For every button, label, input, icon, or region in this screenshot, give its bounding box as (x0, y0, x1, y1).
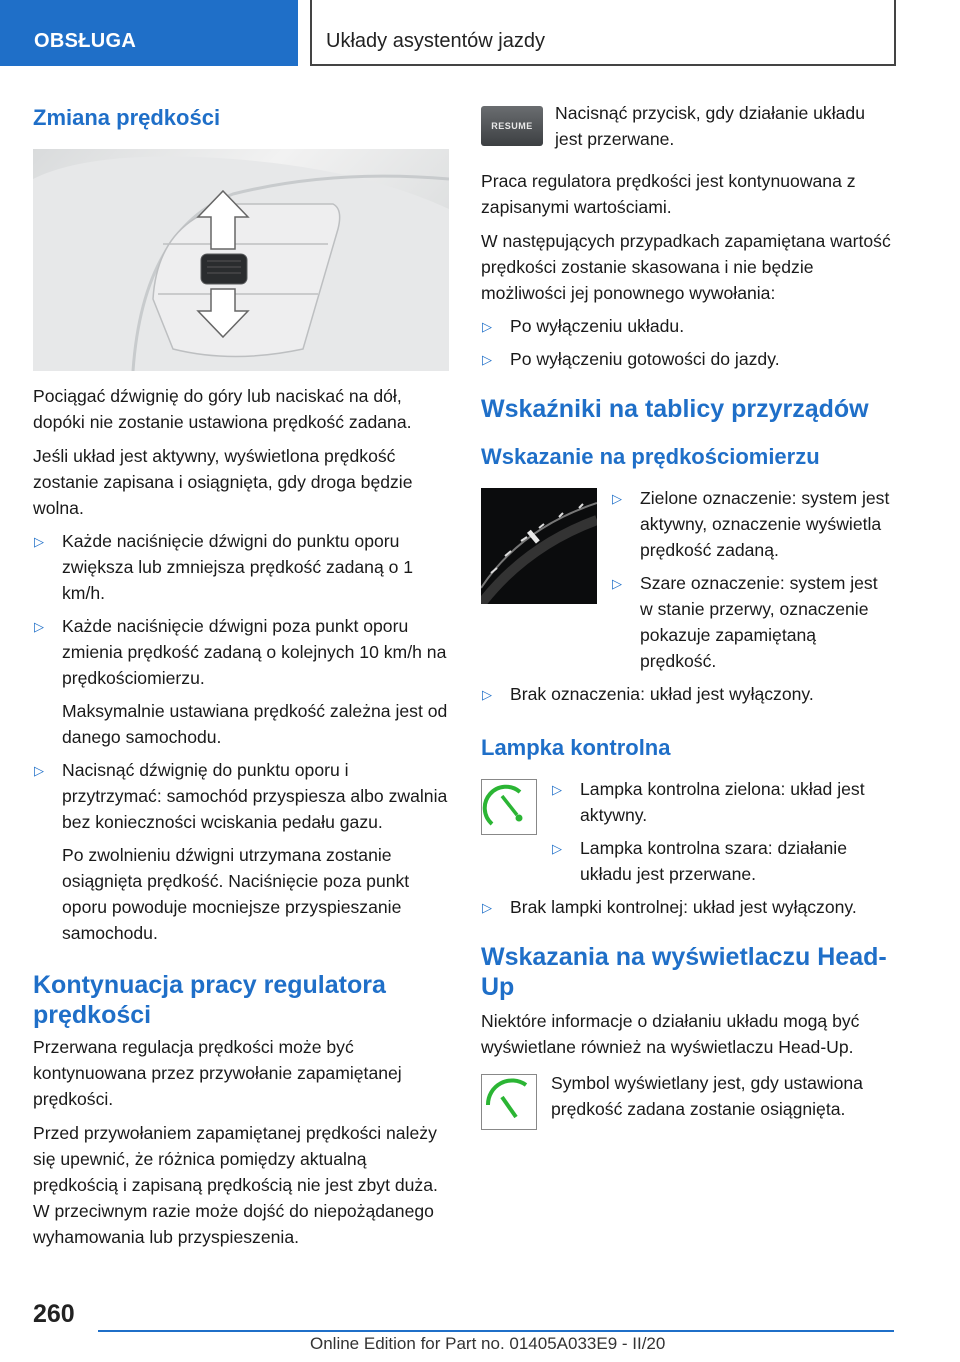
edition-text: Online Edition for Part no. 01405A033E9 - II/20 (310, 1334, 666, 1353)
left-column (33, 100, 449, 1250)
cruise-control-lamp-icon (481, 779, 537, 835)
triangle-bullet-icon: ▷ (34, 534, 44, 549)
triangle-bullet-icon: ▷ (612, 576, 622, 591)
chapter-title: Układy asystentów jazdy (326, 30, 545, 52)
triangle-bullet-icon: ▷ (482, 352, 492, 367)
triangle-bullet-icon: ▷ (34, 763, 44, 778)
steering-lever-photo (33, 149, 449, 371)
page-header (0, 0, 960, 66)
resume-button-icon: RESUME (481, 106, 543, 146)
triangle-bullet-icon: ▷ (482, 900, 492, 915)
section-title: OBSŁUGA (34, 30, 137, 52)
triangle-bullet-icon: ▷ (482, 319, 492, 334)
list-item-text: Każde naciśnięcie dźwigni do punktu oporu zwiększa lub zmniejsza prędkość zadaną o 1 km/h. (62, 531, 414, 603)
bullet-list (481, 894, 893, 920)
list-item-text: Lampka kontrolna zielona: układ jest aktywny. (580, 779, 865, 825)
speedometer-image (481, 488, 597, 604)
list-item-text: Każde naciśnięcie dźwigni poza punkt oporu zmienia prędkość zadaną o kolejnych 10 km/h na prędkościomierzu. (62, 616, 447, 688)
speedometer-scale-icon (481, 488, 597, 604)
triangle-bullet-icon: ▷ (612, 491, 622, 506)
bullet-list (611, 478, 893, 674)
resume-row (481, 100, 893, 152)
list-item-text: Lampka kontrolna szara: działanie układu jest przerwane. (580, 838, 847, 884)
hud-row (481, 1068, 893, 1130)
lamp-row (481, 773, 893, 887)
page-number: 260 (33, 1300, 75, 1328)
triangle-bullet-icon: ▷ (552, 782, 562, 797)
paragraph: Nacisnąć przycisk, gdy działanie układu jest przerwane. (555, 103, 865, 149)
triangle-bullet-icon: ▷ (482, 687, 492, 702)
heading-speed-change: Zmiana prędkości (33, 105, 221, 130)
list-item-text: Brak oznaczenia: układ jest wyłączony. (510, 684, 814, 704)
list-item (611, 485, 893, 563)
list-item-text: Po wyłączeniu układu. (510, 316, 685, 336)
section-tab (0, 0, 298, 66)
list-item-text: Po wyłączeniu gotowości do jazdy. (510, 349, 780, 369)
bullet-list (551, 769, 893, 887)
speedometer-row (481, 482, 893, 674)
paragraph: W następujących przypadkach zapamiętana wartość prędkości zostanie skasowana i nie będzie możliwości jej ponownego wywołania: (481, 231, 891, 303)
paragraph: Przed przywołaniem zapamiętanej prędkości należy się upewnić, że różnica pomiędzy aktualną prędkością i zapisaną prędkością nie jest zbyt duża. W przeciwnym razie może dojść do niepożądanego wyhamowania lub przyspieszenia. (33, 1123, 438, 1247)
heading-continuation: Kontynuacja pracy regulatora prędkości (33, 971, 386, 1029)
heading-lamp: Lampka kontrolna (481, 735, 671, 760)
list-item (611, 570, 893, 674)
footer-divider (98, 1330, 894, 1332)
list-item (481, 681, 893, 707)
heading-speedometer: Wskazanie na prędkościomierzu (481, 444, 820, 469)
list-item-text: Brak lampki kontrolnej: układ jest wyłączony. (510, 897, 857, 917)
bullet-list (481, 681, 893, 707)
triangle-bullet-icon: ▷ (34, 619, 44, 634)
paragraph: Jeśli układ jest aktywny, wyświetlona prędkość zostanie zapisana i osiągnięta, gdy droga będzie wolna. (33, 446, 413, 518)
paragraph: Niektóre informacje o działaniu układu mogą być wyświetlane również na wyświetlaczu Head-Up. (481, 1011, 860, 1057)
list-item (551, 776, 893, 828)
bullet-list (33, 528, 449, 946)
list-item-text: Szare oznaczenie: system jest w stanie przerwy, oznaczenie pokazuje zapamiętaną prędkość. (640, 573, 878, 671)
list-item (481, 313, 893, 339)
list-item (551, 835, 893, 887)
list-item-note: Po zwolnieniu dźwigni utrzymana zostanie osiągnięta prędkość. Naciśnięcie poza punkt oporu powoduje mocniejsze przyspieszanie samochodu. (62, 845, 410, 943)
paragraph: Praca regulatora prędkości jest kontynuowana z zapisanymi wartościami. (481, 171, 856, 217)
triangle-bullet-icon: ▷ (552, 841, 562, 856)
paragraph: Przerwana regulacja prędkości może być kontynuowana przez przywołanie zapamiętanej prędkości. (33, 1037, 402, 1109)
heading-indicators: Wskaźniki na tablicy przyrządów (481, 395, 869, 423)
list-item-note: Maksymalnie ustawiana prędkość zależna jest od danego samochodu. (62, 701, 448, 747)
list-item-text: Zielone oznaczenie: system jest aktywny, oznaczenie wyświetla prędkość zadaną. (640, 488, 890, 560)
list-item (33, 528, 449, 606)
right-column (481, 100, 893, 1130)
list-item (33, 757, 449, 946)
hud-speed-reached-icon (481, 1074, 537, 1130)
steering-wheel-control-illustration (33, 149, 449, 371)
paragraph: Pociągać dźwignię do góry lub naciskać na dół, dopóki nie zostanie ustawiona prędkość zadana. (33, 386, 412, 432)
list-item (481, 894, 893, 920)
list-item (481, 346, 893, 372)
bullet-list (481, 313, 893, 372)
chapter-tab (310, 0, 896, 66)
paragraph: Symbol wyświetlany jest, gdy ustawiona prędkość zadana zostanie osiągnięta. (551, 1073, 863, 1119)
list-item-text: Nacisnąć dźwignię do punktu oporu i przytrzymać: samochód przyspiesza albo zwalnia bez konieczności wciskania pedału gazu. (62, 760, 448, 832)
heading-hud: Wskazania na wyświetlaczu Head-Up (481, 943, 887, 1001)
list-item (33, 613, 449, 750)
